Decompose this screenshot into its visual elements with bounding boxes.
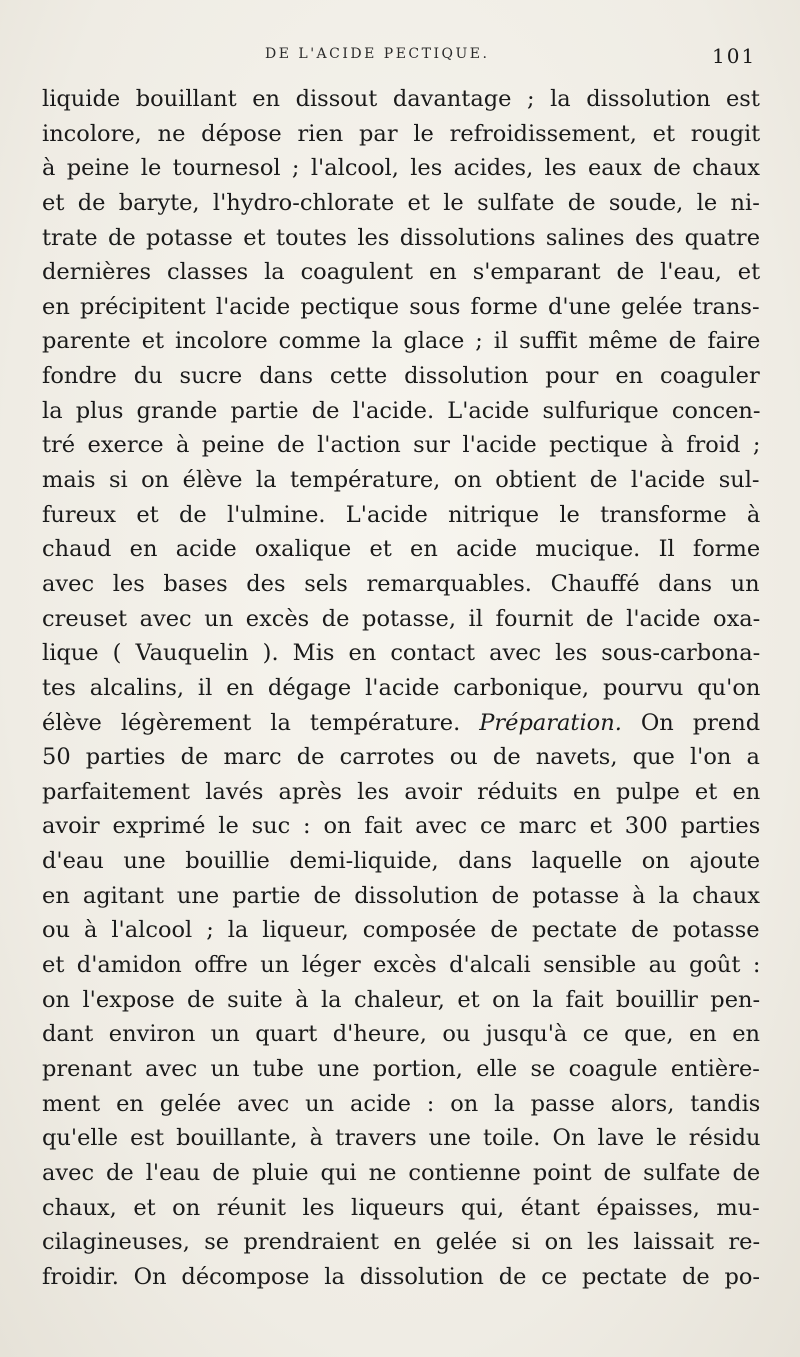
text-line: avec les bases des sels remarquables. Chauffé dans un: [42, 570, 760, 597]
text-line: avoir exprimé le suc : on fait avec ce marc et 300 parties: [42, 813, 760, 840]
text-segment: élève légèrement la température.: [42, 709, 480, 736]
text-line: froidir. On décompose la dissolution de ce pectate de po-: [42, 1263, 760, 1290]
text-line: dernières classes la coagulent en s'emparant de l'eau, et: [42, 259, 760, 286]
text-line: la plus grande partie de l'acide. L'acide sulfurique concen-: [42, 397, 760, 424]
text-line: fondre du sucre dans cette dissolution pour en coaguler: [42, 363, 760, 390]
text-line: en agitant une partie de dissolution de potasse à la chaux: [42, 882, 760, 909]
text-line: incolore, ne dépose rien par le refroidissement, et rougit: [42, 120, 760, 147]
text-line: à peine le tournesol ; l'alcool, les acides, les eaux de chaux: [42, 155, 760, 182]
text-line: creuset avec un excès de potasse, il fournit de l'acide oxa-: [42, 605, 760, 632]
text-line: tes alcalins, il en dégage l'acide carbonique, pourvu qu'on: [42, 674, 760, 701]
text-line: parente et incolore comme la glace ; il suffit même de faire: [42, 328, 760, 355]
text-line: chaud en acide oxalique et en acide mucique. Il forme: [42, 536, 760, 563]
text-line-with-italic: [42, 706, 760, 741]
text-line: d'eau une bouillie demi-liquide, dans laquelle on ajoute: [42, 848, 760, 875]
text-line: chaux, et on réunit les liqueurs qui, étant épaisses, mu-: [42, 1194, 760, 1221]
text-line: et d'amidon offre un léger excès d'alcali sensible au goût :: [42, 952, 760, 979]
text-line: en précipitent l'acide pectique sous forme d'une gelée trans-: [42, 293, 760, 320]
text-line: trate de potasse et toutes les dissolutions salines des quatre: [42, 224, 760, 251]
body-text: [42, 82, 760, 1294]
text-line: dant environ un quart d'heure, ou jusqu'à ce que, en en: [42, 1021, 760, 1048]
text-line: avec de l'eau de pluie qui ne contienne point de sulfate de: [42, 1159, 760, 1186]
text-line: fureux et de l'ulmine. L'acide nitrique le transforme à: [42, 501, 760, 528]
text-line: mais si on élève la température, on obtient de l'acide sul-: [42, 467, 760, 494]
text-line: et de baryte, l'hydro-chlorate et le sulfate de soude, le ni-: [42, 189, 760, 216]
text-segment: On prend: [621, 709, 760, 736]
text-line: on l'expose de suite à la chaleur, et on la fait bouillir pen-: [42, 986, 760, 1013]
text-line: ou à l'alcool ; la liqueur, composée de pectate de potasse: [42, 917, 760, 944]
text-line: qu'elle est bouillante, à travers une toile. On lave le résidu: [42, 1125, 760, 1152]
running-head: DE L'ACIDE PECTIQUE.: [265, 46, 490, 62]
text-line: lique ( Vauquelin ). Mis en contact avec les sous-carbona-: [42, 640, 760, 667]
page-number: 101: [712, 44, 757, 68]
text-line: cilagineuses, se prendraient en gelée si on les laissait re-: [42, 1229, 760, 1256]
italic-heading-preparation: Préparation.: [479, 709, 622, 736]
page-header: [0, 44, 800, 74]
text-line: liquide bouillant en dissout davantage ; la dissolution est: [42, 86, 760, 112]
text-line: prenant avec un tube une portion, elle se coagule entière-: [42, 1055, 760, 1082]
text-line: parfaitement lavés après les avoir réduits en pulpe et en: [42, 778, 760, 805]
text-line: 50 parties de marc de carrotes ou de navets, que l'on a: [42, 744, 760, 771]
text-line: tré exerce à peine de l'action sur l'acide pectique à froid ;: [42, 432, 760, 459]
text-line: ment en gelée avec un acide : on la passe alors, tandis: [42, 1090, 760, 1117]
